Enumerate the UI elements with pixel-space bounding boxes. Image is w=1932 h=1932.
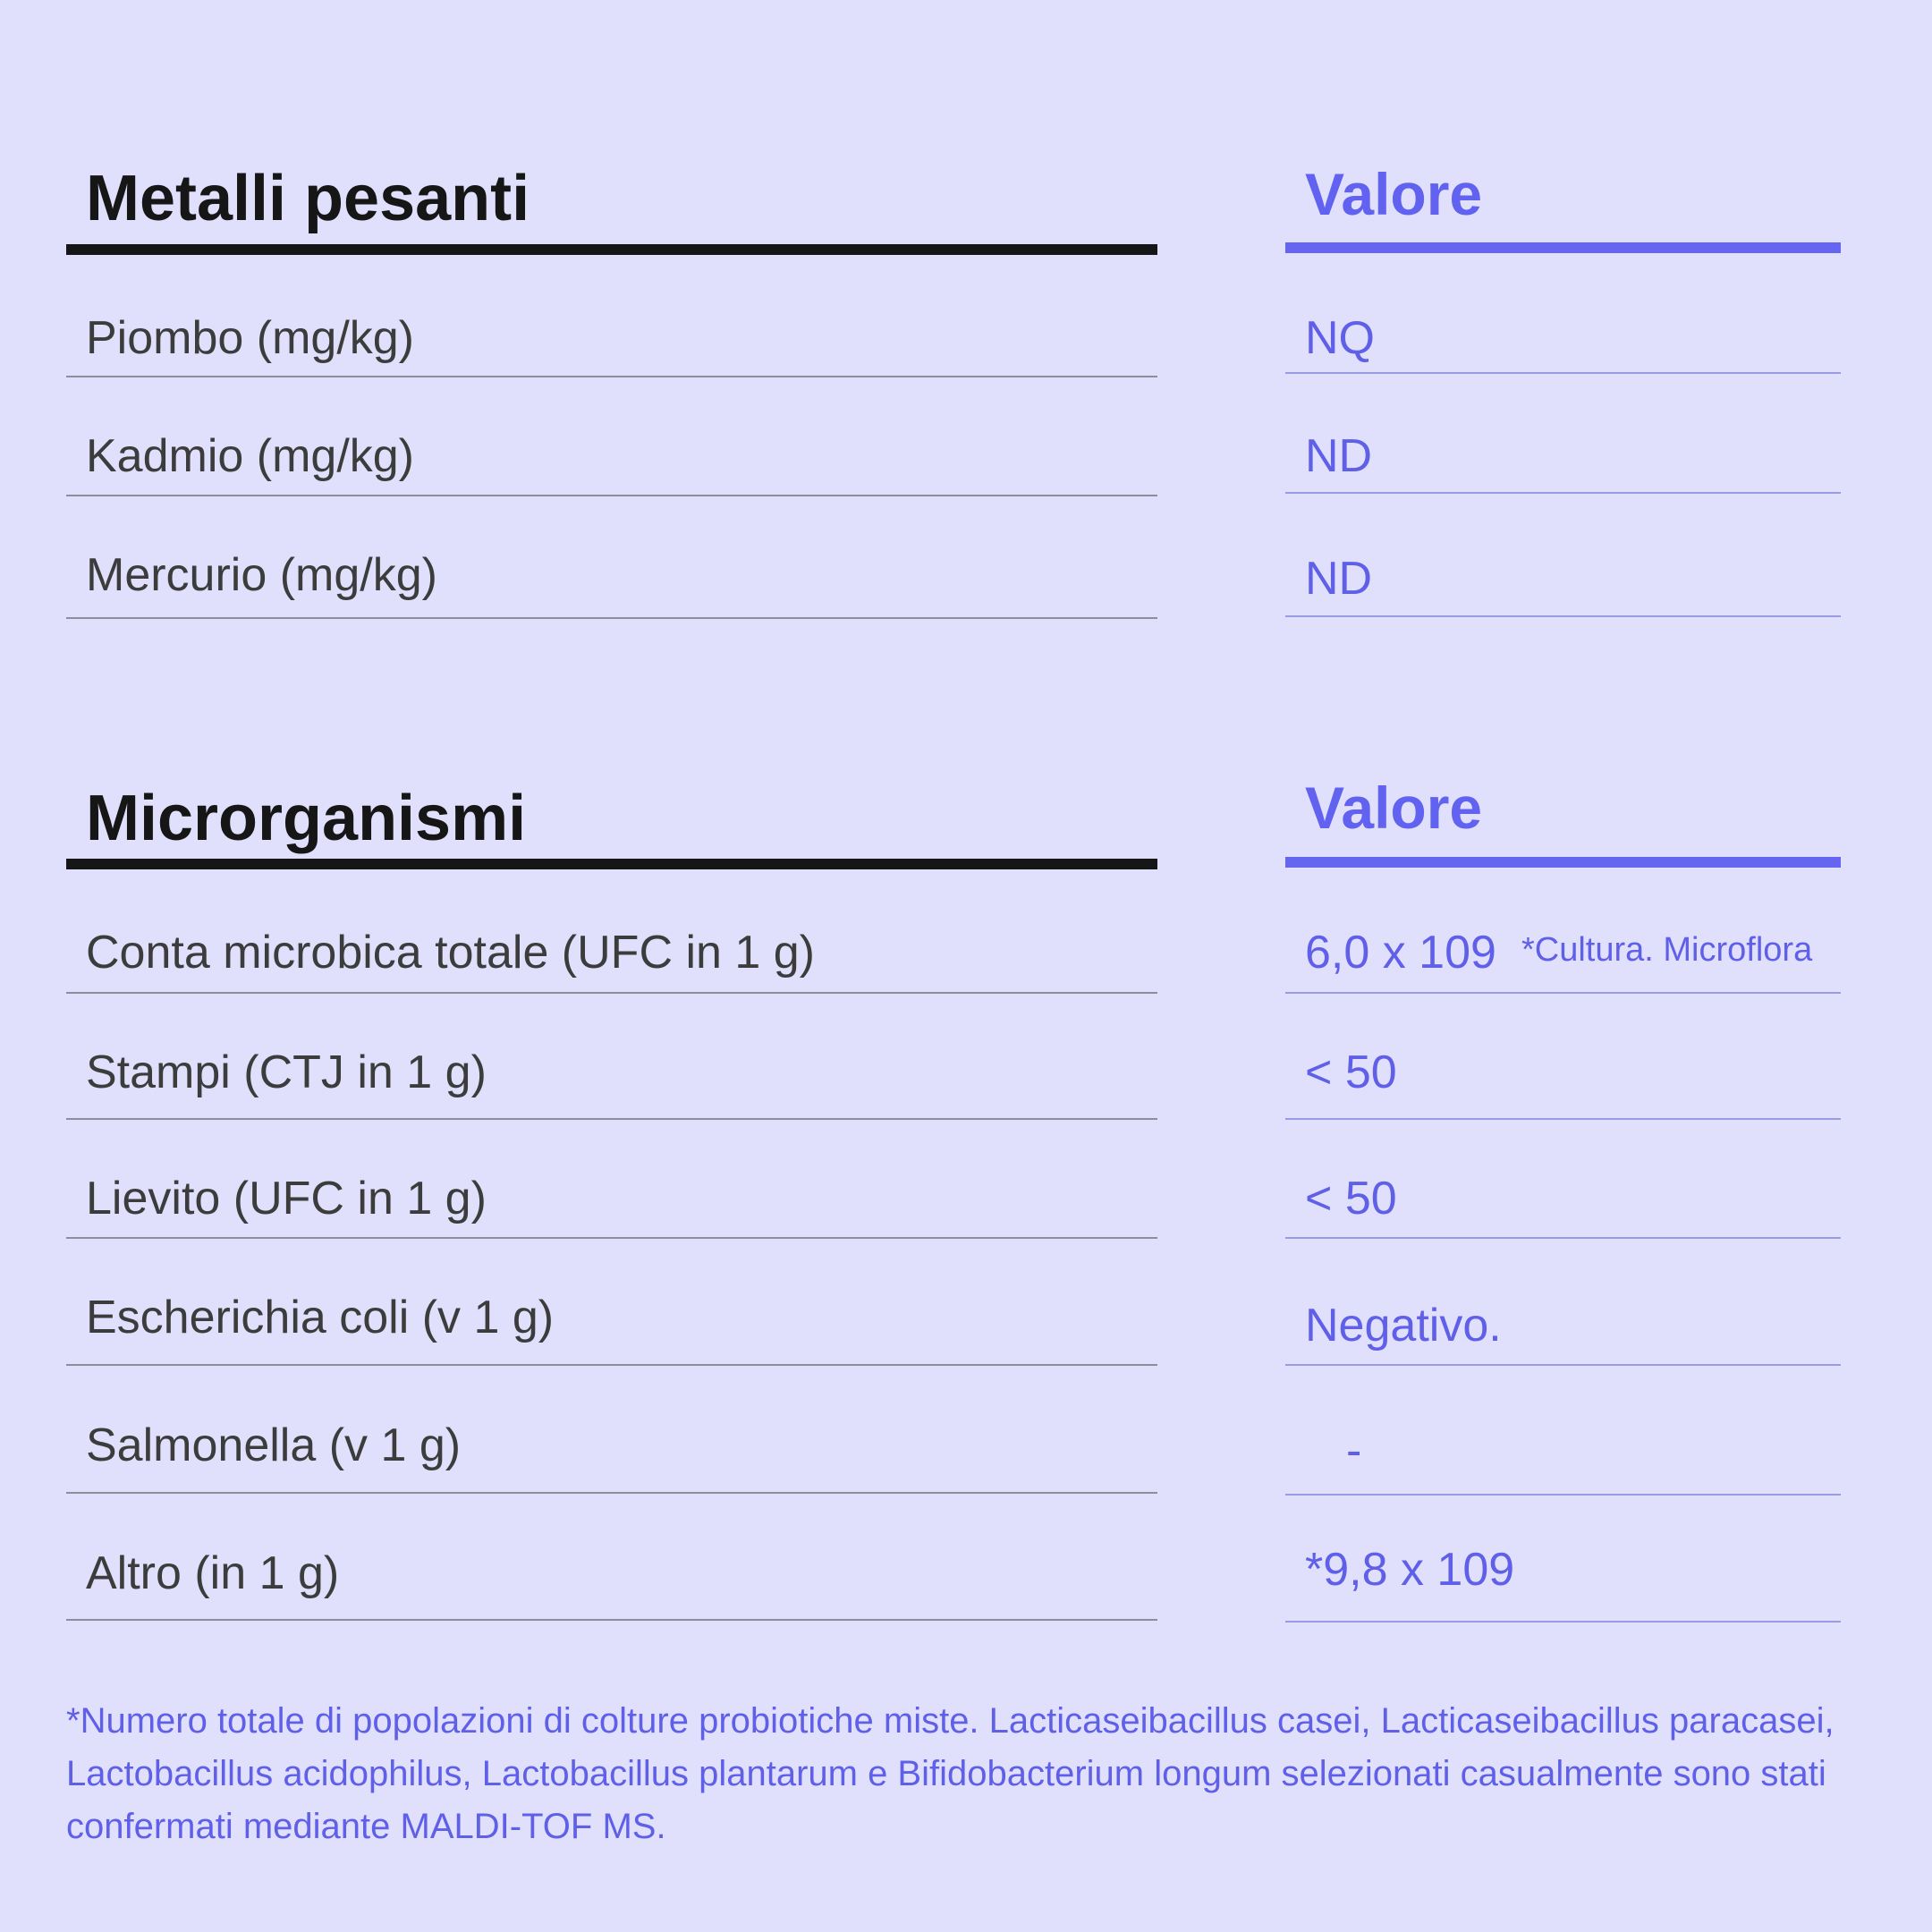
row-value: < 50 xyxy=(1305,1046,1397,1098)
row-label: Salmonella (v 1 g) xyxy=(86,1419,462,1471)
row-label: Altro (in 1 g) xyxy=(86,1547,340,1599)
row-divider xyxy=(66,376,1157,377)
row-divider xyxy=(1285,1364,1841,1366)
footnote: *Numero totale di popolazioni di colture probiotiche miste. Lacticaseibacillus casei, Lacticaseibacillus paracasei, Lactobacillus acidophilus, Lactobacillus plantarum e Bifidobacterium longum selezionati casualmente sono stati confermati mediante MALDI-TOF MS. xyxy=(66,1701,1835,1846)
row-label: Lievito (UFC in 1 g) xyxy=(86,1173,487,1224)
row-label: Conta microbica totale (UFC in 1 g) xyxy=(86,927,815,979)
microorganisms-value-header: Valore xyxy=(1305,775,1483,841)
row-divider xyxy=(66,1118,1157,1120)
row-divider xyxy=(66,495,1157,496)
row-value: 6,0 x 109 xyxy=(1305,927,1496,979)
row-label: Kadmio (mg/kg) xyxy=(86,430,414,482)
heavy-metals-value-header: Valore xyxy=(1305,161,1483,227)
row-value: ND xyxy=(1305,430,1373,482)
row-label: Stampi (CTJ in 1 g) xyxy=(86,1046,487,1098)
row-divider xyxy=(1285,1621,1841,1623)
row-divider xyxy=(1285,992,1841,994)
row-note: *Cultura. Microflora xyxy=(1521,931,1813,969)
row-divider xyxy=(1285,1494,1841,1496)
heavy-metals-title: Metalli pesanti xyxy=(86,163,530,234)
row-divider xyxy=(66,1364,1157,1366)
row-divider xyxy=(1285,372,1841,374)
row-divider xyxy=(66,1237,1157,1239)
row-divider xyxy=(66,617,1157,619)
row-label: Piombo (mg/kg) xyxy=(86,312,414,364)
microorganisms-title: Microrganismi xyxy=(86,783,527,854)
row-value: Negativo. xyxy=(1305,1300,1502,1352)
heavy-metals-value-header-rule xyxy=(1285,242,1841,253)
row-divider xyxy=(1285,1237,1841,1239)
row-divider xyxy=(1285,615,1841,617)
row-value: *9,8 x 109 xyxy=(1305,1544,1515,1596)
row-value: ND xyxy=(1305,553,1373,605)
row-divider xyxy=(66,1492,1157,1494)
row-value: NQ xyxy=(1305,312,1375,364)
microorganisms-header-rule xyxy=(66,859,1157,869)
heavy-metals-header-rule xyxy=(66,244,1157,255)
row-value: - xyxy=(1346,1425,1362,1477)
row-label: Mercurio (mg/kg) xyxy=(86,549,437,601)
row-divider xyxy=(66,1619,1157,1621)
row-label: Escherichia coli (v 1 g) xyxy=(86,1292,555,1343)
row-divider xyxy=(66,992,1157,994)
row-divider xyxy=(1285,492,1841,494)
microorganisms-value-header-rule xyxy=(1285,857,1841,868)
row-divider xyxy=(1285,1118,1841,1120)
row-value: < 50 xyxy=(1305,1173,1397,1224)
